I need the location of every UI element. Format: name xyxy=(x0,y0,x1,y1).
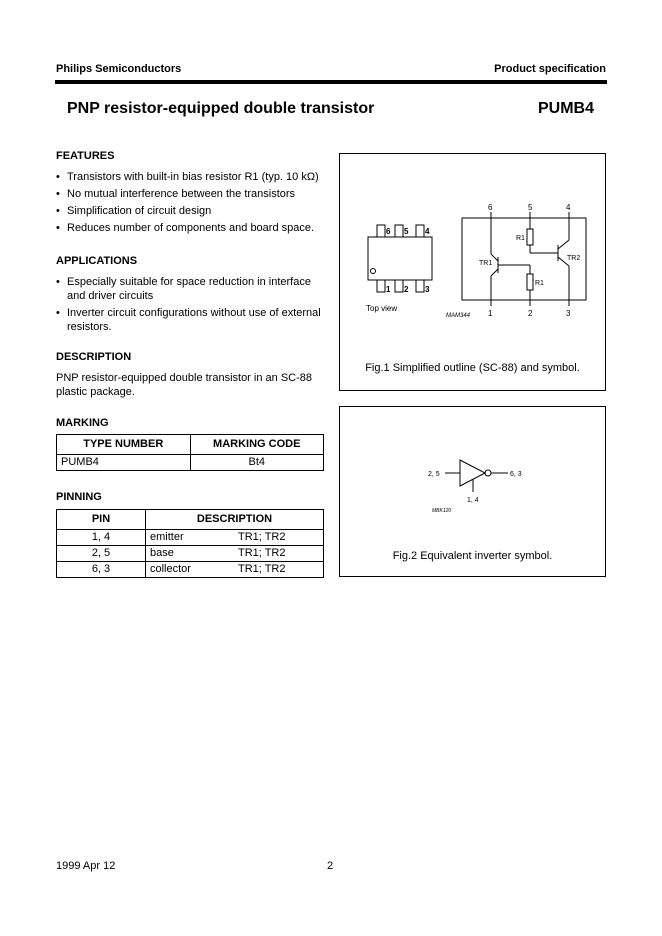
fig1-diagram xyxy=(340,154,605,390)
transistor-label: TR1 xyxy=(479,260,493,267)
package-body xyxy=(368,237,432,280)
table-cell: Bt4 xyxy=(190,455,324,471)
table-row xyxy=(57,455,324,471)
list-item: • Inverter circuit configurations without use of external resistors. xyxy=(56,306,326,334)
pinning-table xyxy=(56,509,324,578)
table-cell: emitter xyxy=(146,530,235,546)
table-row xyxy=(57,546,324,562)
fig2-caption: Fig.2 Equivalent inverter symbol. xyxy=(392,550,553,562)
list-item: • Transistors with built-in bias resistor R1 (typ. 10 kΩ) xyxy=(56,170,326,184)
list-item: • Simplification of circuit design xyxy=(56,204,326,218)
transistor-label: TR2 xyxy=(567,255,581,262)
applications-list xyxy=(56,275,326,337)
table-header-row xyxy=(57,510,324,530)
table-cell: 1, 4 xyxy=(57,530,146,546)
list-item: • No mutual interference between the transistors xyxy=(56,187,326,201)
symbol-pin-label: 2 xyxy=(528,309,533,318)
fig1-caption: Fig.1 Simplified outline (SC-88) and symbol. xyxy=(365,362,580,374)
table-row xyxy=(57,562,324,578)
description-text: PNP resistor-equipped double transistor in an SC-88 plastic package. xyxy=(56,372,312,398)
part-number: PUMB4 xyxy=(537,100,594,117)
column-header: TYPE NUMBER xyxy=(57,435,191,455)
pinning-heading: PINNING xyxy=(56,491,102,503)
table-row xyxy=(57,530,324,546)
table-header-row xyxy=(57,435,324,455)
description-heading: DESCRIPTION xyxy=(56,351,132,363)
features-list xyxy=(56,170,326,238)
column-header: PIN xyxy=(57,510,146,530)
figure-1 xyxy=(339,153,606,391)
resistor-label: R1 xyxy=(516,235,525,242)
package-pin xyxy=(416,280,424,292)
page-title: PNP resistor-equipped double transistor xyxy=(67,100,375,117)
pin-label: 3 xyxy=(425,285,430,294)
column-header: MARKING CODE xyxy=(190,435,324,455)
pin-label: 6 xyxy=(386,227,391,236)
symbol-pin-label: 3 xyxy=(566,309,571,318)
top-view-label: Top view xyxy=(366,304,398,313)
list-item: • Especially suitable for space reduction in interface and driver circuits xyxy=(56,275,326,303)
table-cell: PUMB4 xyxy=(57,455,191,471)
package-pin xyxy=(395,225,403,237)
package-pin xyxy=(377,280,385,292)
page-number: 2 xyxy=(327,860,334,872)
package-pin xyxy=(395,280,403,292)
symbol-pin-label: 1 xyxy=(488,309,493,318)
package-pin xyxy=(416,225,424,237)
marking-table xyxy=(56,434,324,471)
footer-date: 1999 Apr 12 xyxy=(56,860,116,872)
figure-code: MBK120 xyxy=(432,508,452,514)
table-cell: TR1; TR2 xyxy=(234,562,324,578)
column-header: DESCRIPTION xyxy=(146,510,324,530)
package-pin xyxy=(377,225,385,237)
features-heading: FEATURES xyxy=(56,150,115,162)
table-cell: 2, 5 xyxy=(57,546,146,562)
ground-label: 1, 4 xyxy=(467,497,479,504)
input-label: 2, 5 xyxy=(428,471,440,478)
header-rule xyxy=(55,80,607,84)
symbol-pin-label: 6 xyxy=(488,203,493,212)
resistor-label: R1 xyxy=(535,280,544,287)
figure-code: MAM344 xyxy=(446,313,471,319)
list-item: • Reduces number of components and board space. xyxy=(56,221,326,235)
marking-heading: MARKING xyxy=(56,417,109,429)
pin-label: 2 xyxy=(404,285,409,294)
table-cell: base xyxy=(146,546,235,562)
company-name: Philips Semiconductors xyxy=(56,63,182,75)
applications-heading: APPLICATIONS xyxy=(56,255,138,267)
table-cell: TR1; TR2 xyxy=(234,530,324,546)
document-type: Product specification xyxy=(494,63,606,75)
pin1-marker xyxy=(371,269,376,274)
schematic-wiring xyxy=(491,212,569,306)
symbol-pin-label: 4 xyxy=(566,203,571,212)
table-cell: 6, 3 xyxy=(57,562,146,578)
figure-2 xyxy=(339,406,606,577)
pin-label: 1 xyxy=(386,285,391,294)
pin-label: 5 xyxy=(404,227,409,236)
table-cell: collector xyxy=(146,562,235,578)
pin-label: 4 xyxy=(425,227,430,236)
table-cell: TR1; TR2 xyxy=(234,546,324,562)
output-label: 6, 3 xyxy=(510,471,522,478)
symbol-pin-label: 5 xyxy=(528,203,533,212)
